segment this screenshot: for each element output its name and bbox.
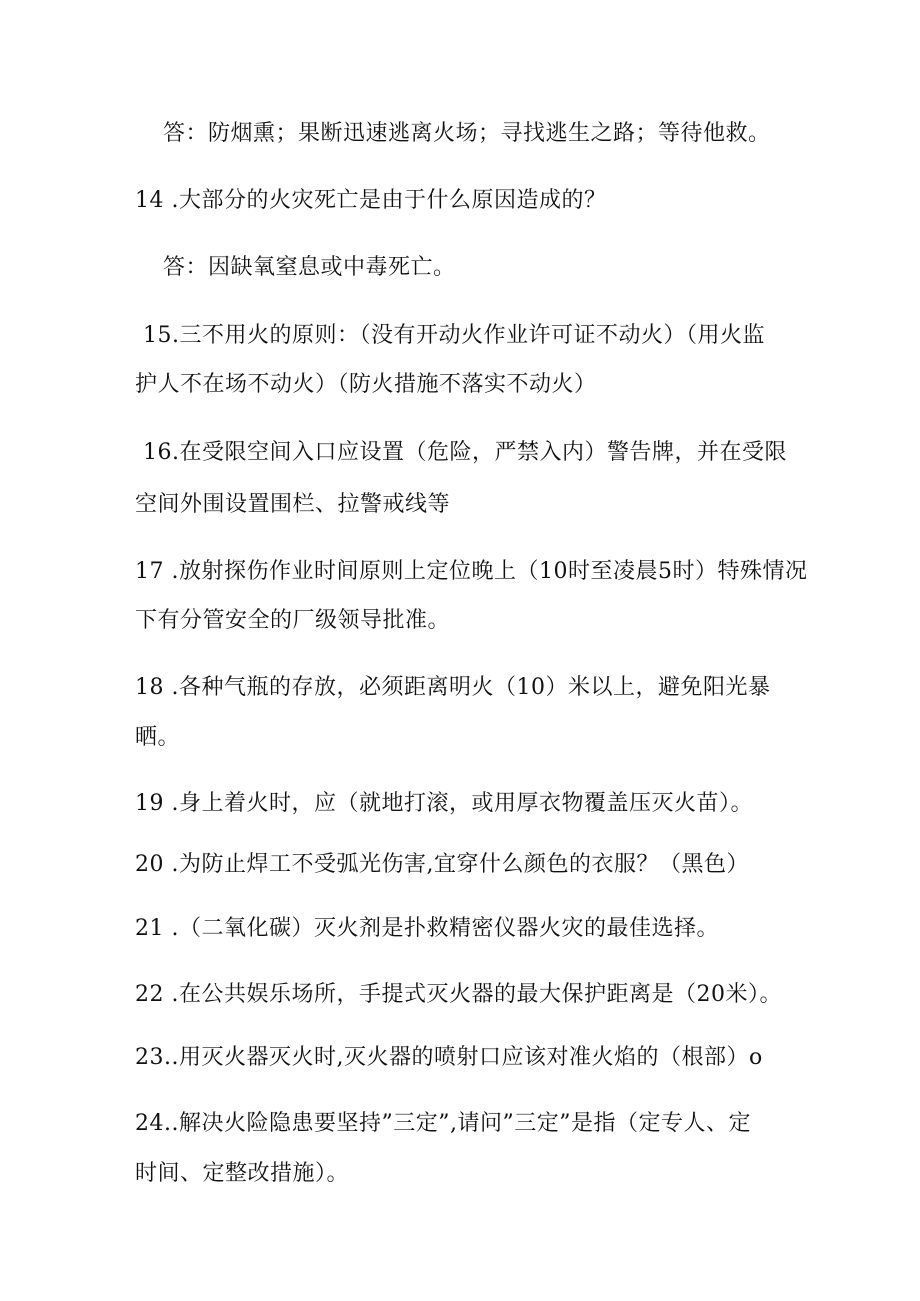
item-15-line-1: 15.三不用火的原则：（没有开动火作业许可证不动火）（用火监 <box>143 323 765 348</box>
item-15-line-2: 护人不在场不动火）（防火措施不落实不动火） <box>135 372 597 397</box>
item-17-line-1: 17 .放射探伤作业时间原则上定位晚上（10时至凌晨5时）特殊情况 <box>135 559 808 584</box>
item-16-line-2: 空间外围设置围栏、拉警戒线等 <box>135 492 451 517</box>
answer-14: 答：因缺氧窒息或中毒死亡。 <box>163 255 456 280</box>
item-22: 22 .在公共娱乐场所，手提式灭火器的最大保护距离是（20米）。 <box>135 982 782 1007</box>
item-23: 23..用灭火器灭火时,灭火器的喷射口应该对准火焰的（根部）o <box>135 1045 763 1070</box>
answer-13: 答：防烟熏；果断迅速逃离火场；寻找逃生之路；等待他救。 <box>163 121 771 146</box>
item-19: 19 .身上着火时，应（就地打滚，或用厚衣物覆盖压灭火苗）。 <box>135 791 753 816</box>
item-18-line-2: 晒。 <box>135 725 181 750</box>
item-17-line-2: 下有分管安全的厂级领导批准。 <box>135 608 451 633</box>
item-18-line-1: 18 .各种气瓶的存放，必须距离明火（10）米以上，避免阳光暴 <box>135 675 771 700</box>
item-16-line-1: 16.在受限空间入口应设置（危险，严禁入内）警告牌，并在受限 <box>143 440 787 465</box>
item-21: 21 .（二氧化碳）灭火剂是扑救精密仪器火灾的最佳选择。 <box>135 916 719 941</box>
item-24-line-2: 时间、定整改措施）。 <box>135 1161 350 1186</box>
item-24-line-1: 24..解决火险隐患要坚持”三定”,请问”三定”是指（定专人、定 <box>135 1111 751 1136</box>
item-20: 20 .为防止焊工不受弧光伤害,宜穿什么颜色的衣服？（黑色） <box>135 852 749 877</box>
question-14: 14 .大部分的火灾死亡是由于什么原因造成的？ <box>135 188 607 213</box>
